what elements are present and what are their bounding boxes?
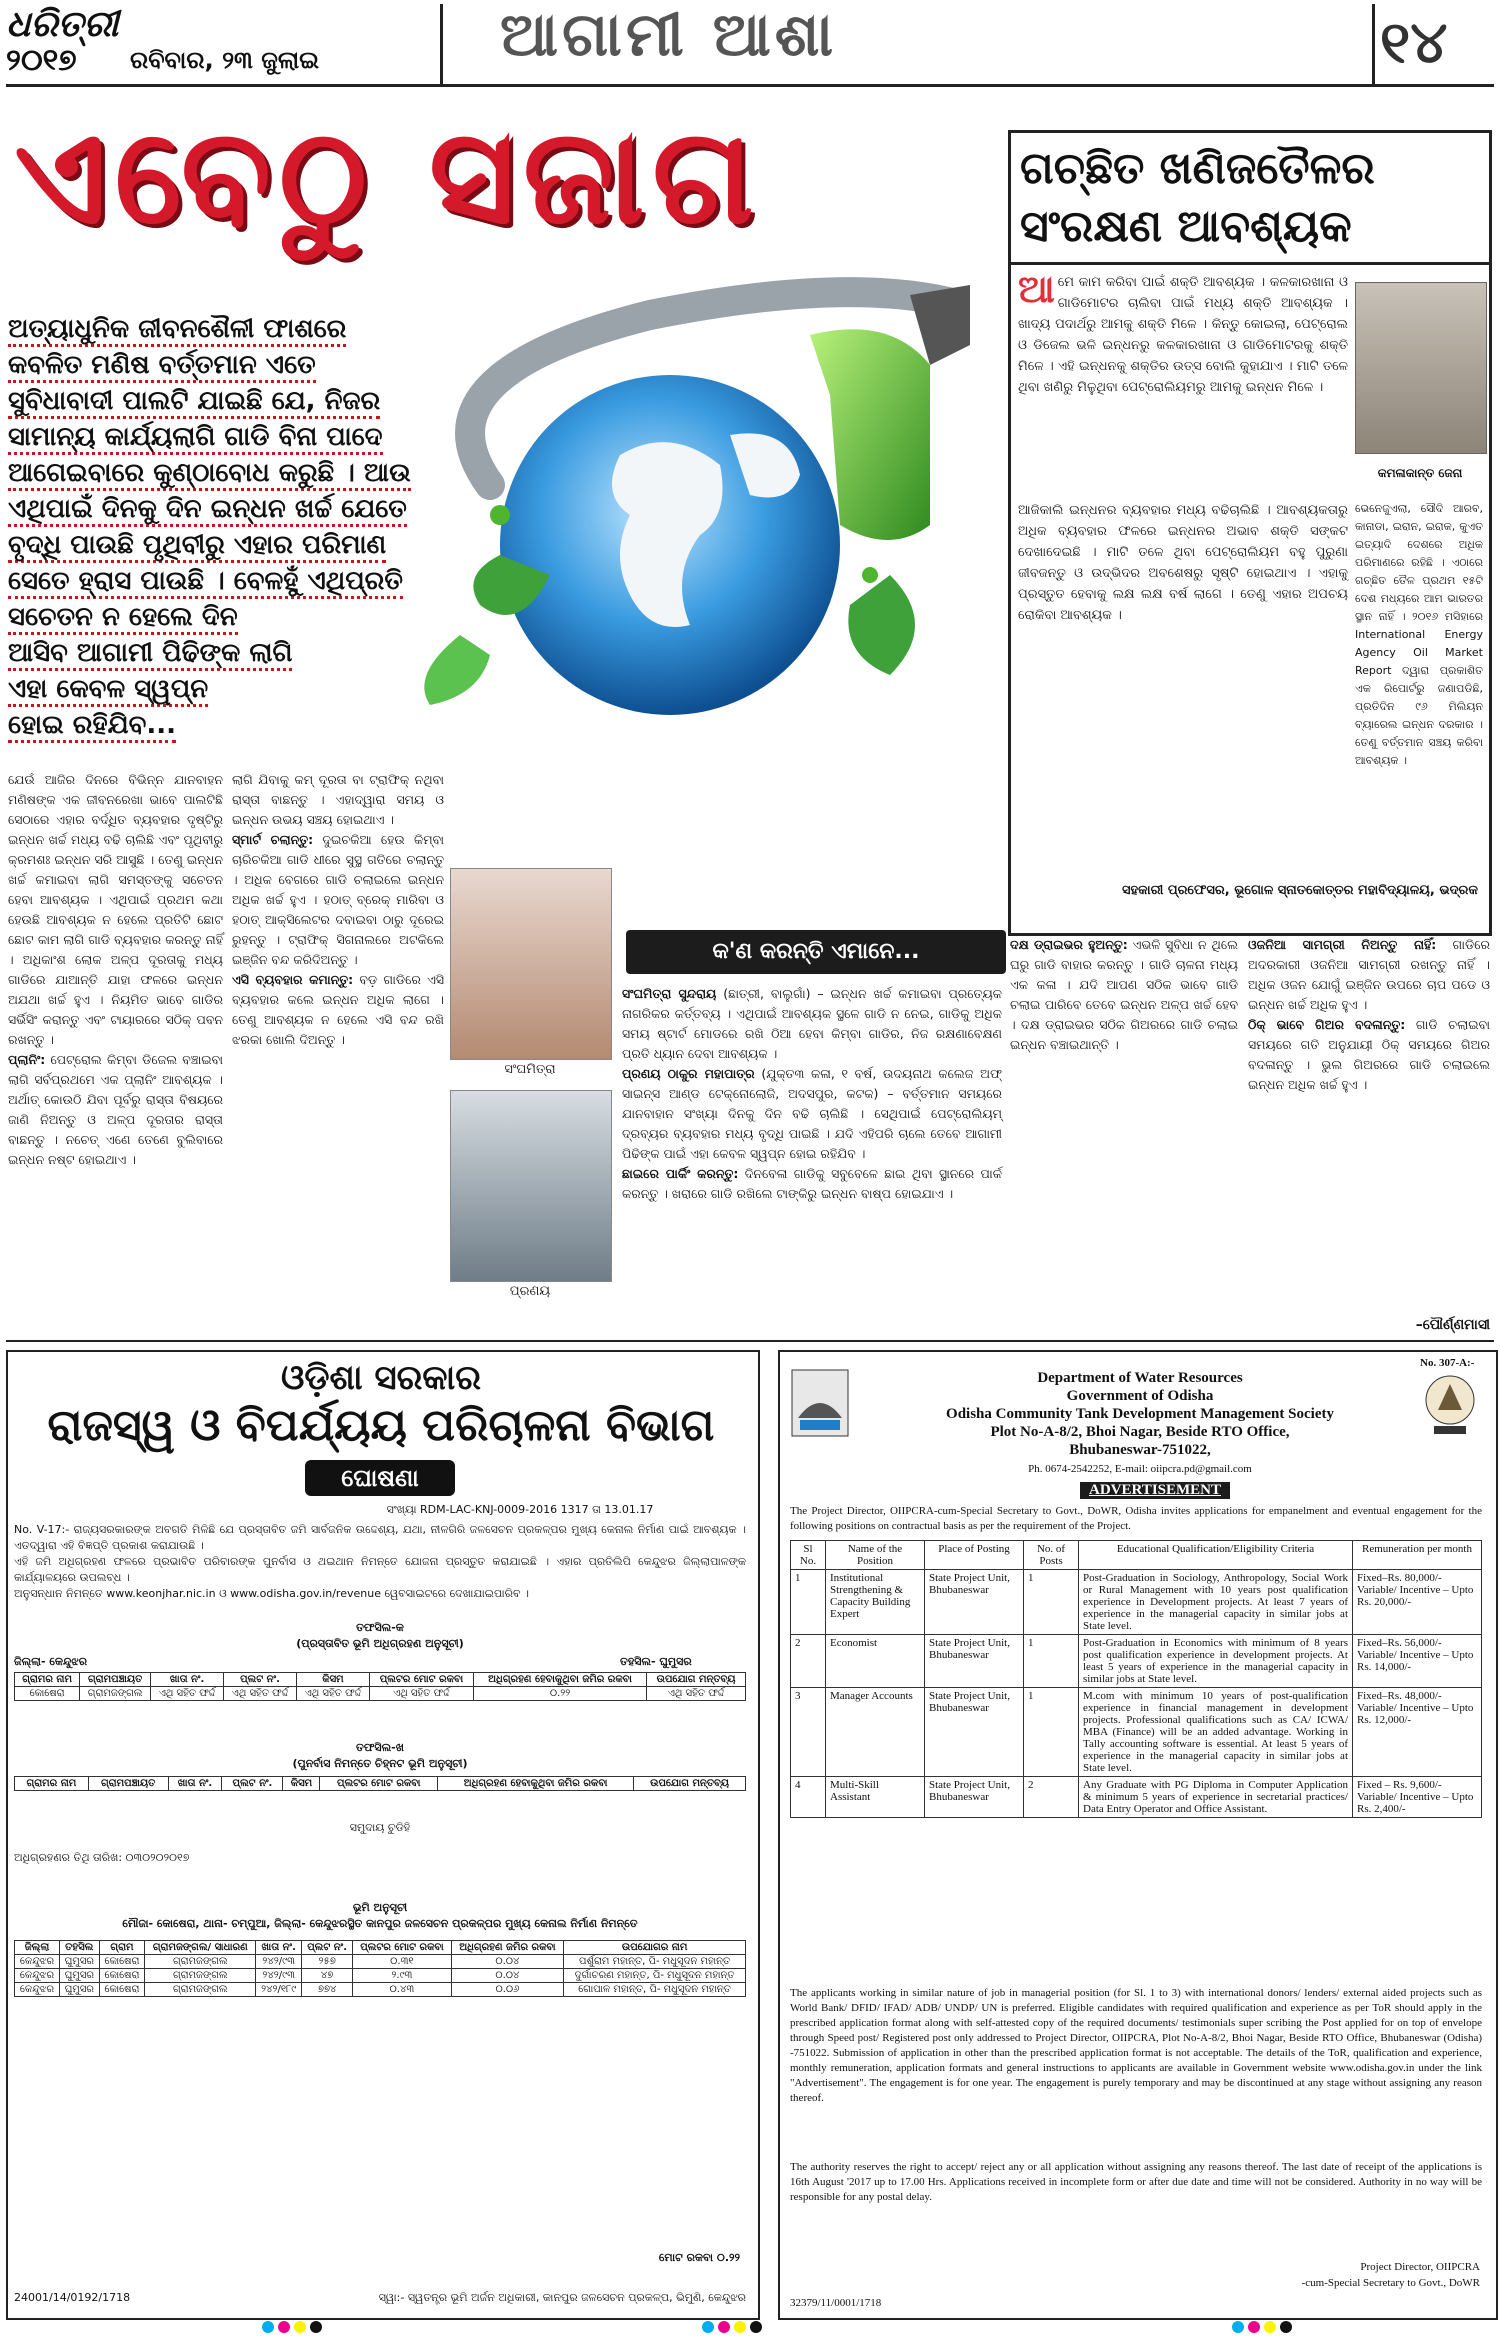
drop-2 [862,567,878,583]
editorial-dropcap: ଆ [1018,266,1055,311]
masthead-year: ୨୦୧୭ [6,43,77,78]
editorial-body-1: ଆମେ କାମ କରିବା ପାଇଁ ଶକ୍ତି ଆବଶ୍ୟକ । କଳକାରଖାନା ଓ ଗାଡିମୋଟର ଚାଲିବା ପାଇଁ ମଧ୍ୟ ଶକ୍ତି ଆବଶ୍ୟକ । ଖାଦ୍ୟ ପଦାର୍ଥରୁ ଆମକୁ ଶକ୍ତି ମିଳେ । କିନ୍ତୁ କୋଇଲା, ପେଟ୍ରୋଲ ଓ ଡିଜେଲ ଭଳି ଇନ୍ଧନରୁ କଳକାରଖାନା ଓ ଗାଡିମୋଟରକୁ ଶକ୍ତି ମିଳେ । ଏହି ଇନ୍ଧନକୁ ଶକ୍ତିର ଉତ୍ସ ବୋଲି କୁହାଯାଏ । ମାଟି ତଳେ ଥିବା ଖଣିରୁ ମିଳୁଥିବା ପେଟ୍ରୋଲିୟମରୁ ଆମକୁ ଇନ୍ଧନ ମିଳେ । [1018,266,1348,395]
table-row: 1 Institutional Strengthening & Capacity Building Expert State Project Unit, Bhubaneswar 1 Post-Graduation in Sociology, Anthropology, Social Work or Rural Management with 10 years post qualification experience in Development projects. At least 7 years of experience in the managerial capacity in similar jobs at State level. Fixed–Rs. 80,000/- Variable/ Incentive – Upto Rs. 20,000/- [791,1570,1482,1635]
photo-caption-pranay: ପ୍ରଣୟ [509,1284,551,1299]
acquisition-date-note: ଅଧିଗ୍ରହଣର ତିଥି ତାରିଖ: ୦୩୦୨୦୨୦୧୭ [14,1851,190,1864]
page-number: ୧୪ [1380,8,1448,76]
gov-notice-ref: ସଂଖ୍ୟା RDM-LAC-KNJ-0009-2016 1317 ତା 13.01.17 [386,1503,654,1516]
print-registration-marks [260,2318,324,2332]
article-column-1: ଯେଉଁ ଆଜିର ଦିନରେ ବିଭିନ୍ନ ଯାନବାହନ ମଣିଷଙ୍କ ଏକ ଜୀବନରେଖା ଭାବେ ପାଲଟିଛି ସେଠାରେ ଏହାର ବର୍ଦ୍ଧିତ ବ୍ୟବହାର ଦୃଷ୍ଟିରୁ ଇନ୍ଧନ ଖର୍ଚ୍ଚ ମଧ୍ୟ ବଢି ଚାଲିଛି ଏବଂ ପୃଥିବୀରୁ କ୍ରମଶଃ ଇନ୍ଧନ ସରି ଆସୁଛି । ତେଣୁ ଇନ୍ଧନ ଖର୍ଚ୍ଚ କମାଇବା ଲାଗି ସମସ୍ତଙ୍କୁ ସଚେତନ ହେବା ଆବଶ୍ୟକ । ଏଥିପାଇଁ ପ୍ରଥମ କଥା ହେଉଛି ଆବଶ୍ୟକ ନ ହେଲେ ପ୍ରତିଟି ଛୋଟ ଛୋଟ କାମ ଲାଗି ଗାଡି ବ୍ୟବହାର କରନ୍ତୁ ନାହିଁ । ଅଧିକାଂଶ ଲୋକ ଅଳ୍ପ ଦୂରତାକୁ ମଧ୍ୟ ଗାଡିରେ ଯାଆନ୍ତି ଯାହା ଫଳରେ ଇନ୍ଧନ ଅଯଥା ଖର୍ଚ୍ଚ ହୁଏ । ନିୟମିତ ଭାବେ ଗାଡିର ସର୍ଭିସିଂ କରାନ୍ତୁ ଏବଂ ଟାୟାରରେ ସଠିକ୍ ପବନ ରଖନ୍ତୁ । ପ୍ଲାନିଂ: ପେଟ୍ରୋଲ କିମ୍ବା ଡିଜେଲ ବଞ୍ଚାଇବା ଲାଗି ସର୍ବପ୍ରଥମେ ଏକ ପ୍ଲାନିଂ ଆବଶ୍ୟକ । ଅର୍ଥାତ୍ କୋଉଠି ଯିବା ପୂର୍ବରୁ ରାସ୍ତା ବିଷୟରେ ଜାଣି ନିଅନ୍ତୁ ଓ ଅଳ୍ପ ଦୂରତାର ରାସ୍ତା ବାଛନ୍ତୁ । ନଚେତ୍ ଏଣେ ତେଣେ ବୁଲିବାରେ ଇନ୍ଧନ ନଷ୍ଟ ହୋଇଥାଏ । [8,772,223,1167]
header-rule [6,84,1494,87]
schedule-2-table [14,1776,746,1791]
ad-number: No. 307-A:- [1420,1357,1475,1369]
masthead [6,4,126,82]
ad-code: 32379/11/0001/1718 [790,2297,882,2309]
schedule-3-total: ମୋଟ ରକବା ୦.୨୨ [658,2251,740,2264]
intro-line: ସୁବିଧାବାଦୀ ପାଲଟି ଯାଇଛି ଯେ, ନିଜର [8,384,638,418]
editorial-author-designation: ସହକାରୀ ପ୍ରଫେସର, ଭୂଗୋଳ ସ୍ନାତକୋତ୍ତର ମହାବିଦ୍ୟାଳୟ, ଭଦ୍ରକ [1122,883,1478,898]
ad-intro: The Project Director, OIIPCRA-cum-Special Secretary to Govt., DoWR, Odisha invites applications for empanelment and eventual engagement for the following positions on contractual basis as per the requirement of the Project. [790,1505,1482,1532]
article-byline: –ପୌର୍ଣ୍ଣମାସୀ [1415,1317,1490,1333]
table-header-row: ଜିଲ୍ଲା ତହସିଲ ଗ୍ରାମ ଗ୍ରାମଜଙ୍ଗଲ/ ସାଧାରଣ ଖାତା ନଂ. ପ୍ଲଟ ନଂ. ପ୍ଲଟର ମୋଟ ରକବା ଅଧିଗ୍ରହଣ ଜମିର ରକବା ଉପଯୋଗର ନାମ [15,1941,746,1955]
intro-line: ଏହା କେବଳ ସ୍ୱପ୍ନ [8,672,638,706]
gov-notice-code: 24001/14/0192/1718 [14,2291,131,2304]
masthead-name: ଧରିତ୍ରୀ [6,3,119,45]
ad-heading: ADVERTISEMENT [1080,1482,1230,1499]
intro-line: ସଚେତନ ନ ହେଲେ ଦିନ [8,600,638,634]
ad-contact: Ph. 0674-2542252, E-mail: oiipcra.pd@gmail.com [1028,1463,1252,1475]
table-header-row: ଗ୍ରାମର ନାମ ଗ୍ରାମପଞ୍ଚାୟତ ଖାତା ନଂ. ପ୍ଲଟ ନଂ. କିସମ ପ୍ଲଟର ମୋଟ ରକବା ଅଧିଗ୍ରହଣ ହେବାକୁଥିବା ଜମିର ରକବା ଉପଯୋଗ ମନ୍ତବ୍ୟ [15,1673,746,1687]
print-registration-marks [700,2318,764,2332]
intro-line: ଅତ୍ୟାଧୁନିକ ଜୀବନଶୈଳୀ ଫାଶରେ [8,312,638,346]
article-column-5: ଓଜନିଆ ସାମଗ୍ରୀ ନିଅନ୍ତୁ ନାହିଁ: ଗାଡିରେ ଅଦରକାରୀ ଓଜନିଆ ସାମଗ୍ରୀ ରଖନ୍ତୁ ନାହିଁ । ଅଧିକ ଓଜନ ଯୋଗୁଁ ଇଞ୍ଜିନ ଉପରେ ଚାପ ପଡେ ଓ ଇନ୍ଧନ ଖର୍ଚ୍ଚ ଅଧିକ ହୁଏ । ଠିକ୍ ଭାବେ ଗିଅର ବଦଳାନ୍ତୁ: ଗାଡି ଚଲାଇବା ସମୟରେ ଗତି ଅନୁଯାୟୀ ଠିକ୍ ସମୟରେ ଗିଅର ବଦଳାନ୍ତୁ । ଭୁଲ ଗିଅରରେ ଗାଡି ଚଲାଇଲେ ଇନ୍ଧନ ଅଧିକ ଖର୍ଚ୍ଚ ହୁଏ । [1248,937,1490,1092]
ad-signoff-1: Project Director, OIIPCRA [1360,2261,1480,2273]
quote-banner: କ'ଣ କରନ୍ତି ଏମାନେ... [626,930,1006,974]
section-rule [6,1340,1494,1342]
photo-sanghamitra [450,868,612,1060]
table-row: କେନ୍ଦୁଝର ଘୁମୁସର କୋଷେରା ଗ୍ରାମଜଙ୍ଗଲ ୨୪୨/୯୩ ୨୫୭ ୦.୩୧ ୦.୦୪ ପର୍ଶୁରାମ ମହାନ୍ତ, ପି- ମଧୁସୂଦନ ମହାନ୍ତ [15,1955,746,1969]
odisha-emblem-icon [1420,1370,1480,1440]
table-row: 4 Multi-Skill Assistant State Project Unit, Bhubaneswar 2 Any Graduate with PG Diploma in Computer Application & minimum 5 years of experience in secretarial practices/ Data Entry Operator and Office Assistant. Fixed – Rs. 9,600/- Variable/ Incentive – Upto Rs. 2,400/- [791,1777,1482,1818]
table-row: କୋଷେରା ଗ୍ରାମଜଙ୍ଗଲ ଏଥି ସହିତ ଫର୍ଦ୍ଦ ଏଥି ସହିତ ଫର୍ଦ୍ଦ ଏଥି ସହିତ ଫର୍ଦ୍ଦ ଏଥି ସହିତ ଫର୍ଦ୍ଦ ୦.୨୨ ଏଥି ସହିତ ଫର୍ଦ୍ଦ [15,1687,746,1701]
table-header-row: ଗ୍ରାମର ନାମ ଗ୍ରାମପଞ୍ଚାୟତ ଖାତା ନଂ. ପ୍ଲଟ ନଂ. କିସମ ପ୍ଲଟର ମୋଟ ରକବା ଅଧିଗ୍ରହଣ ହେବାକୁଥିବା ଜମିର ରକବା ଉପଯୋଗ ମନ୍ତବ୍ୟ [15,1777,746,1791]
editorial-title: ଗଚ୍ଛିତ ଖଣିଜତୈଳର ସଂରକ୍ଷଣ ଆବଶ୍ୟକ [1020,143,1375,252]
ad-department: Department of Water Resources [1037,1370,1243,1386]
table-row: 2 Economist State Project Unit, Bhubaneswar 1 Post-Graduation in Economics with minimum of 8 years post qualification experience in development projects. At least 5 years of experience in the managerial capacity in similar jobs at State level. Fixed–Rs. 56,000/- Variable/ Incentive – Upto Rs. 14,000/- [791,1635,1482,1688]
schedule-3-title: ଭୂମି ଅନୁସୂଚୀ ମୌଜା- କୋଷେରା, ଥାନା- ଚମ୍ପୁଆ, ଜିଲ୍ଲା- କେନ୍ଦୁଝରସ୍ଥିତ କାନପୁର ଜଳସେଚନ ପ୍ରକଳ୍ପର ମୁଖ୍ୟ କେନାଲ ନିର୍ମାଣ ନିମନ୍ତେ [122,1901,638,1930]
ad-government: Government of Odisha [1066,1388,1214,1404]
intro-line: ହୋଇ ରହିଯିବ... [8,708,638,742]
author-photo-caption: କମଳାକାନ୍ତ ଜେନା [1377,466,1463,480]
leaf-right [848,575,915,675]
ad-signoff-2: -cum-Special Secretary to Govt., DoWR [1301,2277,1480,2289]
header-divider [1372,4,1375,84]
main-headline: ଏବେଠୁ ସଜାଗ [14,100,762,254]
oiipcra-logo-icon [790,1368,850,1438]
header-date: ରବିବାର, ୨୩ ଜୁଲାଇ [130,46,320,74]
ad-positions-table [790,1540,1482,1818]
intro-line: ବୃଦ୍ଧି ପାଉଛି ପୃଥିବୀରୁ ଏହାର ପରିମାଣ [8,528,638,562]
gov-notice-title: ଓଡ଼ିଶା ସରକାର [280,1358,482,1398]
gov-notice-department: ରାଜସ୍ୱ ଓ ବିପର୍ଯ୍ୟୟ ପରିଚାଳନା ବିଭାଗ [47,1400,715,1451]
intro-line: ଆଗେଇବାରେ କୁଣ୍ଠାବୋଧ କରୁଛି । ଆଉ [8,456,638,490]
ad-address-1: Plot No-A-8/2, Bhoi Nagar, Beside RTO Office, [990,1424,1290,1440]
ad-deadline: The authority reserves the right to accept/ reject any or all application without assigning any reasons thereof. The last date of receipt of the applications is 16th August '2017 up to 17.00 Hrs. Applications received in incomplete form or after due date and time will not be considered. Authority in no way will be responsible for any postal delay. [790,2161,1482,2203]
schedule-1-table [14,1672,746,1701]
schedule-3-table [14,1940,746,1997]
tahasil-label: ତହସିଲ- ଘୁମୁସର [620,1655,692,1668]
intro-line: ଏଥିପାଇଁ ଦିନକୁ ଦିନ ଇନ୍ଧନ ଖର୍ଚ୍ଚ ଯେତେ [8,492,638,526]
ad-society: Odisha Community Tank Development Management Society [946,1406,1334,1422]
print-registration-marks [1230,2318,1294,2332]
gov-notice-signature: ସ୍ୱା:- ସ୍ୱତନ୍ତ୍ର ଭୂମି ଅର୍ଜନ ଅଧିକାରୀ, କାନପୁର ଜଳସେଚନ ପ୍ରକଳ୍ପ, ଭିମୁଣି, କେନ୍ଦୁଝର [378,2291,746,2304]
table-header-row: Sl No. Name of the Position Place of Posting No. of Posts Educational Qualification/Eligibility Criteria Remuneration per month [791,1541,1482,1570]
article-column-4: ଦକ୍ଷ ଡ୍ରାଇଭର ହୁଅନ୍ତୁ: ଏଭଳି ସୁବିଧା ନ ଥିଲେ ଘରୁ ଗାଡି ବାହାର କରନ୍ତୁ । ଗାଡି ଚାଳନା ମଧ୍ୟ ଏକ କଳା । ଯଦି ଆପଣ ସଠିକ ଭାବେ ଗାଡି ଚଲାଇ ପାରିବେ ତେବେ ଇନ୍ଧନ ଅଳ୍ପ ଖର୍ଚ୍ଚ ହେବ । ଦକ୍ଷ ଡ୍ରାଇଭର ସଠିକ ଗିଅରରେ ଗାଡି ଚଲାଇ ଇନ୍ଧନ ବଞ୍ଚାଇଥାନ୍ତି । [1010,937,1238,1052]
table-row: 3 Manager Accounts State Project Unit, Bhubaneswar 1 M.com with minimum 10 years of post-qualification experience in financial management in development projects. Professional qualifications such as CA/ ICWA/ MBA (Finance) will be an added advantage. Working in Tally accounting software is essential. At least 5 years of experience in the managerial capacity in similar jobs at State level. Fixed–Rs. 48,000/- Variable/ Incentive – Upto Rs. 12,000/- [791,1688,1482,1777]
intro-line: କବଳିତ ମଣିଷ ବର୍ତ୍ତମାନ ଏତେ [8,348,638,382]
nozzle-handle [910,285,970,365]
table-row: କେନ୍ଦୁଝର ଘୁମୁସର କୋଷେରା ଗ୍ରାମଜଙ୍ଗଲ ୨୪୨/୯୩ ୪୭ ୨.୯୩ ୦.୦୪ ଦୁର୍ଗାଚରଣ ମହାନ୍ତ, ପି- ମଧୁସୂଦନ ମହାନ୍ତ [15,1969,746,1983]
ad-address-2: Bhubaneswar-751022, [1069,1442,1211,1458]
editorial-body-3: ଭେନେଜୁଏଲା, ସୌଦି ଆରବ, କାନାଡା, ଇରାନ, ଇରାକ, କୁଏତ ଇତ୍ୟାଦି ଦେଶରେ ଅଧିକ ପରିମାଣରେ ରହିଛି । ଏଠାରେ ଗଚ୍ଛିତ ତୈଳ ପ୍ରଥମ ୧୫ଟି ଦେଶ ମଧ୍ୟରେ ଆମ ଭାରତର ସ୍ଥାନ ନାହିଁ । ୨୦୧୬ ମସିହାରେ International Energy Agency Oil Market Report ଦ୍ୱାରା ପ୍ରକାଶିତ ଏକ ରିପୋର୍ଟରୁ ଜଣାପଡିଛି, ପ୍ରତିଦିନ ୯୬ ମିଲିୟନ ବ୍ୟାରେଲ ଇନ୍ଧନ ଦରକାର । ତେଣୁ ବର୍ତ୍ତମାନ ସଞ୍ଚୟ କରିବା ଆବଶ୍ୟକ । [1355,502,1483,767]
article-column-2: ଲାଗି ଯିବାକୁ କମ୍ ଦୂରତା ବା ଟ୍ରାଫିକ୍ ନଥିବା ରାସ୍ତା ବାଛନ୍ତୁ । ଏହାଦ୍ୱାରା ସମୟ ଓ ଇନ୍ଧନ ଉଭୟ ସଞ୍ଚୟ ହୋଇଥାଏ । ସ୍ମାର୍ଟ ଚଲାନ୍ତୁ: ଦୁଇଚକିଆ ହେଉ କିମ୍ବା ଚାରିଚକିଆ ଗାଡି ଧୀରେ ସୁସ୍ଥ ଗତିରେ ଚଲାନ୍ତୁ । ଅଧିକ ବେଗରେ ଗାଡି ଚଲାଇଲେ ଇନ୍ଧନ ଅଧିକ ଖର୍ଚ୍ଚ ହୁଏ । ହଠାତ୍ ବ୍ରେକ୍ ମାରିବା ଓ ହଠାତ୍ ଆକ୍ସିଲେଟର ଦବାଇବା ଠାରୁ ଦୂରେଇ ରୁହନ୍ତୁ । ଟ୍ରାଫିକ୍ ସିଗନାଲରେ ଅଟକିଲେ ଇଞ୍ଜିନ ବନ୍ଦ କରିଦିଅନ୍ତୁ । ଏସି ବ୍ୟବହାର କମାନ୍ତୁ: ବଡ଼ ଗାଡିରେ ଏସି ବ୍ୟବହାର କଲେ ଇନ୍ଧନ ଅଧିକ ଲାଗେ । ତେଣୁ ଆବଶ୍ୟକ ନ ହେଲେ ଏସି ବନ୍ଦ ରଖି ଝରକା ଖୋଲି ଦିଅନ୍ତୁ । [232,772,445,1047]
schedule-1-title: ତଫସିଲ-କ (ପ୍ରସ୍ତାବିତ ଭୂମି ଅଧିଗ୍ରହଣ ଅନୁସୂଚୀ) [296,1621,464,1650]
intro-line: ସାମାନ୍ୟ କାର୍ଯ୍ୟଲାଗି ଗାଡି ବିନା ପାଦେ [8,420,638,454]
table-row: କେନ୍ଦୁଝର ଘୁମୁସର କୋଷେରା ଗ୍ରାମଜଙ୍ଗଲ ୨୪୨/୧୮୯ ୭୭୪ ୦.୪୩ ୦.୦୬ ଗୋପାଳ ମହାନ୍ତ, ପି- ମଧୁସୂଦନ ମହାନ୍ତ [15,1983,746,1997]
gov-notice-body: No. V-17:- ରାଜ୍ୟସରକାରଙ୍କ ଅବଗତି ମିଳିଛି ଯେ ପ୍ରସ୍ତାବିତ ଜମି ସାର୍ବଜନିକ ଉଦ୍ଦେଶ୍ୟ, ଯଥା, ନୀଳଗିରି ଜଳସେଚନ ପ୍ରକଳ୍ପର ମୁଖ୍ୟ କେନାଲ ନିର୍ମାଣ ପାଇଁ ଆବଶ୍ୟକ । ଏତଦ୍ୱାରା ଏହି ବିଜ୍ଞପ୍ତି ପ୍ରକାଶ କରାଯାଉଛି । ଏହି ଜମି ଅଧିଗ୍ରହଣ ଫଳରେ ପ୍ରଭାବିତ ପରିବାରଙ୍କ ପୁନର୍ବାସ ଓ ଥଇଥାନ ନିମନ୍ତେ ଯୋଜନା ପ୍ରସ୍ତୁତ କରାଯାଇଛି । ଏହାର ପ୍ରତିଲିପି କେନ୍ଦୁଝର ଜିଲ୍ଲାପାଳଙ୍କ କାର୍ଯ୍ୟାଳୟରେ ଉପଲବ୍ଧ । ଅନୁସନ୍ଧାନ ନିମନ୍ତେ www.keonjhar.nic.in ଓ www.odisha.gov.in/revenue ୱେବସାଇଟରେ ଦେଖାଯାଇପାରିବ । [14,1523,746,1600]
article-column-3: ସଂଘମିତ୍ରା ସୁନ୍ଦରାୟ (ଛାତ୍ରୀ, ବାଲୁଗାଁ) – ଇନ୍ଧନ ଖର୍ଚ୍ଚ କମାଇବା ପ୍ରତ୍ୟେକ ନାଗରିକର କର୍ତ୍ତବ୍ୟ । ଏଥିପାଇଁ ଆବଶ୍ୟକ ସ୍ଥଳେ ଗାଡି ନ ନେଇ, ଗାଡିକୁ ଅଧିକ ସମୟ ଷ୍ଟାର୍ଟ ମୋଡରେ ରଖି ଠିଆ ହେବା କିମ୍ବା ଗାଡିର, ନିଜ ରକ୍ଷଣାବେକ୍ଷଣ ପ୍ରତି ଧ୍ୟାନ ଦେବା ଆବଶ୍ୟକ । ପ୍ରଣୟ ଠାକୁର ମହାପାତ୍ର (ଯୁକ୍ତ୩ କଳା, ୧ ବର୍ଷ, ଉଦୟନାଥ କଲେଜ ଅଫ୍ ସାଇନ୍ସ ଆଣ୍ଡ ଟେକ୍ନୋଲୋଜି, ଅଦସପୁର, କଟକ) – ବର୍ତ୍ତମାନ ସମୟରେ ଯାନବାହାନ ସଂଖ୍ୟା ଦିନକୁ ଦିନ ବଢି ଚାଲିଛି । ସେଥିପାଇଁ ପେଟ୍ରୋଲିୟମ୍ ଦ୍ରବ୍ୟର ବ୍ୟବହାର ମଧ୍ୟ ବୃଦ୍ଧି ପାଇଛି । ଯଦି ଏହିପରି ଚାଲେ ତେବେ ଆଗାମୀ ପିଢିଙ୍କ ପାଇଁ ଏହା କେବଳ ସ୍ୱପ୍ନ ହୋଇ ରହିଯିବ । ଛାଇରେ ପାର୍କିଂ କରନ୍ତୁ: ଦିନବେଳା ଗାଡିକୁ ସବୁବେଳେ ଛାଇ ଥିବା ସ୍ଥାନରେ ପାର୍କ କରନ୍ତୁ । ଖରାରେ ଗାଡି ରଖିଲେ ଟାଙ୍କିରୁ ଇନ୍ଧନ ବାଷ୍ପ ହୋଇଯାଏ । [622,986,1002,1201]
photo-caption-sanghamitra: ସଂଘମିତ୍ରା [504,1062,556,1077]
editorial-title-rule [1008,262,1492,265]
intro-line: ସେତେ ହ୍ରାସ ପାଉଛି । ବେଳହୁଁ ଏଥିପ୍ରତି [8,564,638,598]
ad-instructions: The applicants working in similar nature of job in managerial position (for Sl. 1 to 3) with international donors/ lenders/ external aided projects such as World Bank/ DFID/ IFAD/ ADB/ UNDP/ UN is preferred. Eligible candidates with required qualification and experience as per ToR should apply in the prescribed application format along with self-attested copy of the required documents/ testimonials super scribing the Post applied for on top of envelope through Speed post/ Registered post only addressed to Project Director, OIIPCRA, Plot No-A-8/2, Bhoi Nagar, Beside RTO Office, Bhubaneswar (Odisha) -751022. Submission of application in other than the prescribed application format is not acceptable. The details of the ToR, qualification and experience, monthly remuneration, application formats and general instructions to applicants are available in Government website www.odisha.gov.in under the link "Advertisement". The engagement is for one year. The engagement is purely temporary and may be discontinued at any stage without assigning any reason thereof. [790,1987,1482,2104]
editorial-body-2: ଆଜିକାଲି ଇନ୍ଧନର ବ୍ୟବହାର ମଧ୍ୟ ବଢିଚାଲିଛି । ଆବଶ୍ୟକତାରୁ ଅଧିକ ବ୍ୟବହାର ଫଳରେ ଇନ୍ଧନର ଅଭାବ ଶକ୍ତି ସଙ୍କଟ ଦେଖାଦେଇଛି । ମାଟି ତଳେ ଥିବା ପେଟ୍ରୋଲିୟମ ବହୁ ପୁରୁଣା ଜୀବଜନ୍ତୁ ଓ ଉଦ୍ଭିଦର ଅବଶେଷରୁ ସୃଷ୍ଟି ହୋଇଥାଏ । ଏହାକୁ ପ୍ରସ୍ତୁତ ହେବାକୁ ଲକ୍ଷ ଲକ୍ଷ ବର୍ଷ ଲାଗେ । ତେଣୁ ଏହାର ଅପଚୟ ରୋକିବା ଆବଶ୍ୟକ । [1018,503,1348,623]
photo-pranay [450,1090,612,1282]
section-title: ଆଗାମୀ ଆଶା [500,0,838,70]
schedule-2-title: ତଫସିଲ-ଖ (ପୁନର୍ବାସ ନିମନ୍ତେ ଚିହ୍ନଟ ଭୂମି ଅନୁସୂଚୀ) [292,1741,468,1770]
intro-line: ଆସିବ ଆଗାମୀ ପିଢିଙ୍କ ଲାଗି [8,636,638,670]
district-label: ଜିଲ୍ଲା- କେନ୍ଦୁଝର [14,1655,88,1668]
schedule-2-total: ସମୁଦାୟ ଚୁଡିହି [349,1821,411,1834]
header-divider [440,4,443,84]
author-photo [1355,282,1487,454]
gov-notice-label: ଘୋଷଣା [305,1460,455,1496]
